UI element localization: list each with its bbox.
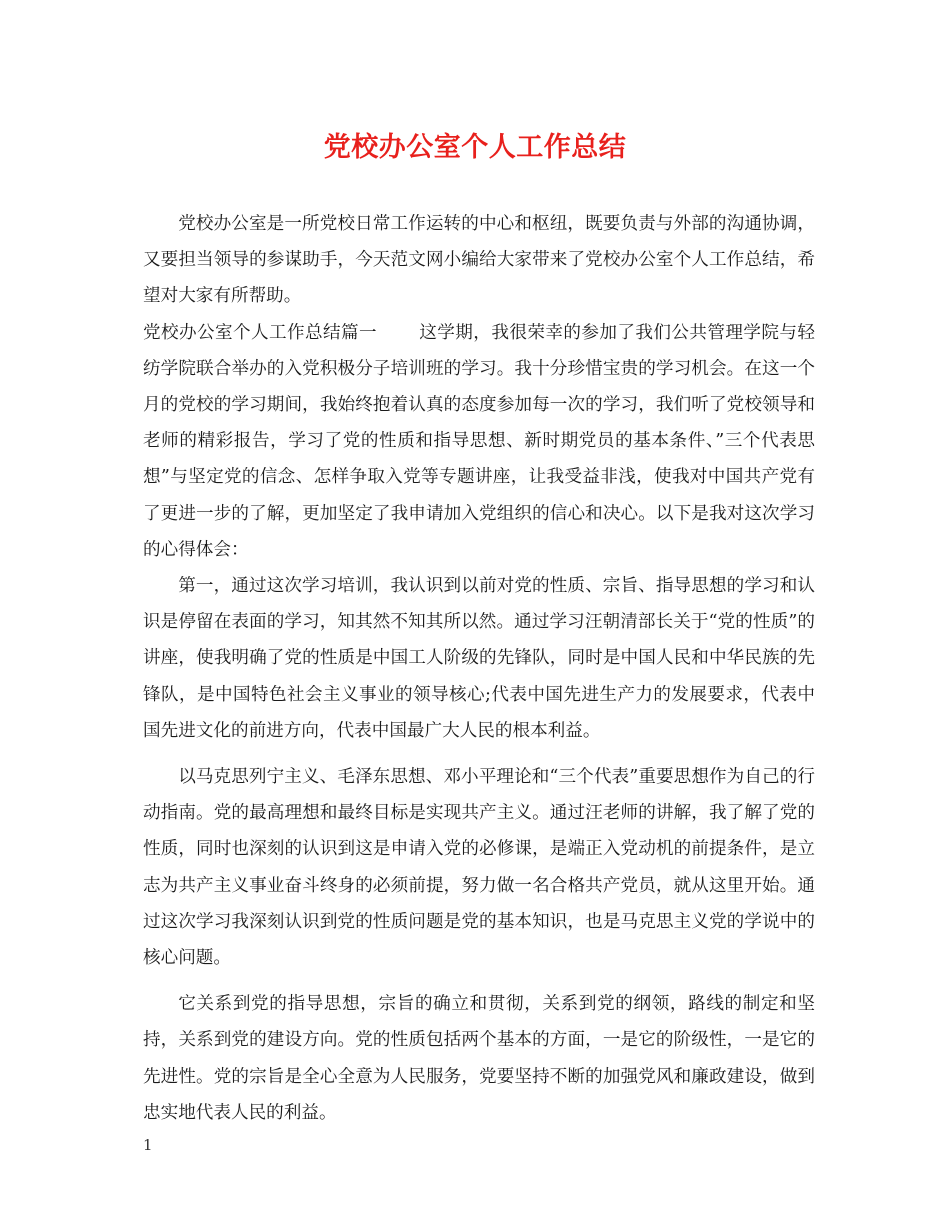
paragraph-1-text: 这学期，我很荣幸的参加了我们公共管理学院与轻纺学院联合举办的入党积极分子培训班的学习。我十分珍惜宝贵的学习机会。在这一个月的党校的学习期间，我始终抱着认真的态度参加每一次的学习，我们听了党校领导和老师的精彩报告，学习了党的性质和指导思想、新时期党员的基本条件、”三个代表思想”与坚定党的信念、怎样争取入党等专题讲座，让我受益非浅，使我对中国共产党有了更进一步的了解，更加坚定了我申请加入党组织的信心和决心。以下是我对这次学习的心得体会：: [143, 322, 815, 560]
paragraph-2: 第一，通过这次学习培训，我认识到以前对党的性质、宗旨、指导思想的学习和认识是停留在表面的学习，知其然不知其所以然。通过学习汪朝清部长关于“党的性质”的讲座，使我明确了党的性质是中国工人阶级的先锋队，同时是中国人民和中华民族的先锋队，是中国特色社会主义事业的领导核心;代表中国先进生产力的发展要求，代表中国先进文化的前进方向，代表中国最广大人民的根本利益。: [143, 576, 815, 741]
paragraph-4: 它关系到党的指导思想，宗旨的确立和贯彻，关系到党的纲领，路线的制定和坚持，关系到党的建设方向。党的性质包括两个基本的方面，一是它的阶级性，一是它的先进性。党的宗旨是全心全意为人民服务，党要坚持不断的加强党风和廉政建设，做到忠实地代表人民的利益。: [143, 994, 815, 1123]
paragraph-3: 以马克思列宁主义、毛泽东思想、邓小平理论和“三个代表”重要思想作为自己的行动指南。党的最高理想和最终目标是实现共产主义。通过汪老师的讲解，我了解了党的性质，同时也深刻的认识到这是申请入党的必修课，是端正入党动机的前提条件，是立志为共产主义事业奋斗终身的必须前提，努力做一名合格共产党员，就从这里开始。通过这次学习我深刻认识到党的性质问题是党的基本知识，也是马克思主义党的学说中的核心问题。: [143, 767, 815, 969]
intro-paragraph: 党校办公室是一所党校日常工作运转的中心和枢纽，既要负责与外部的沟通协调，又要担当领导的参谋助手，今天范文网小编给大家带来了党校办公室个人工作总结，希望对大家有所帮助。: [143, 214, 815, 307]
document-title: 党校办公室个人工作总结: [323, 132, 627, 163]
page-number: 1: [143, 1136, 153, 1154]
section-paragraph-1: [143, 315, 815, 568]
section-label: 党校办公室个人工作总结篇一: [143, 322, 378, 343]
document-body: [143, 206, 815, 1131]
